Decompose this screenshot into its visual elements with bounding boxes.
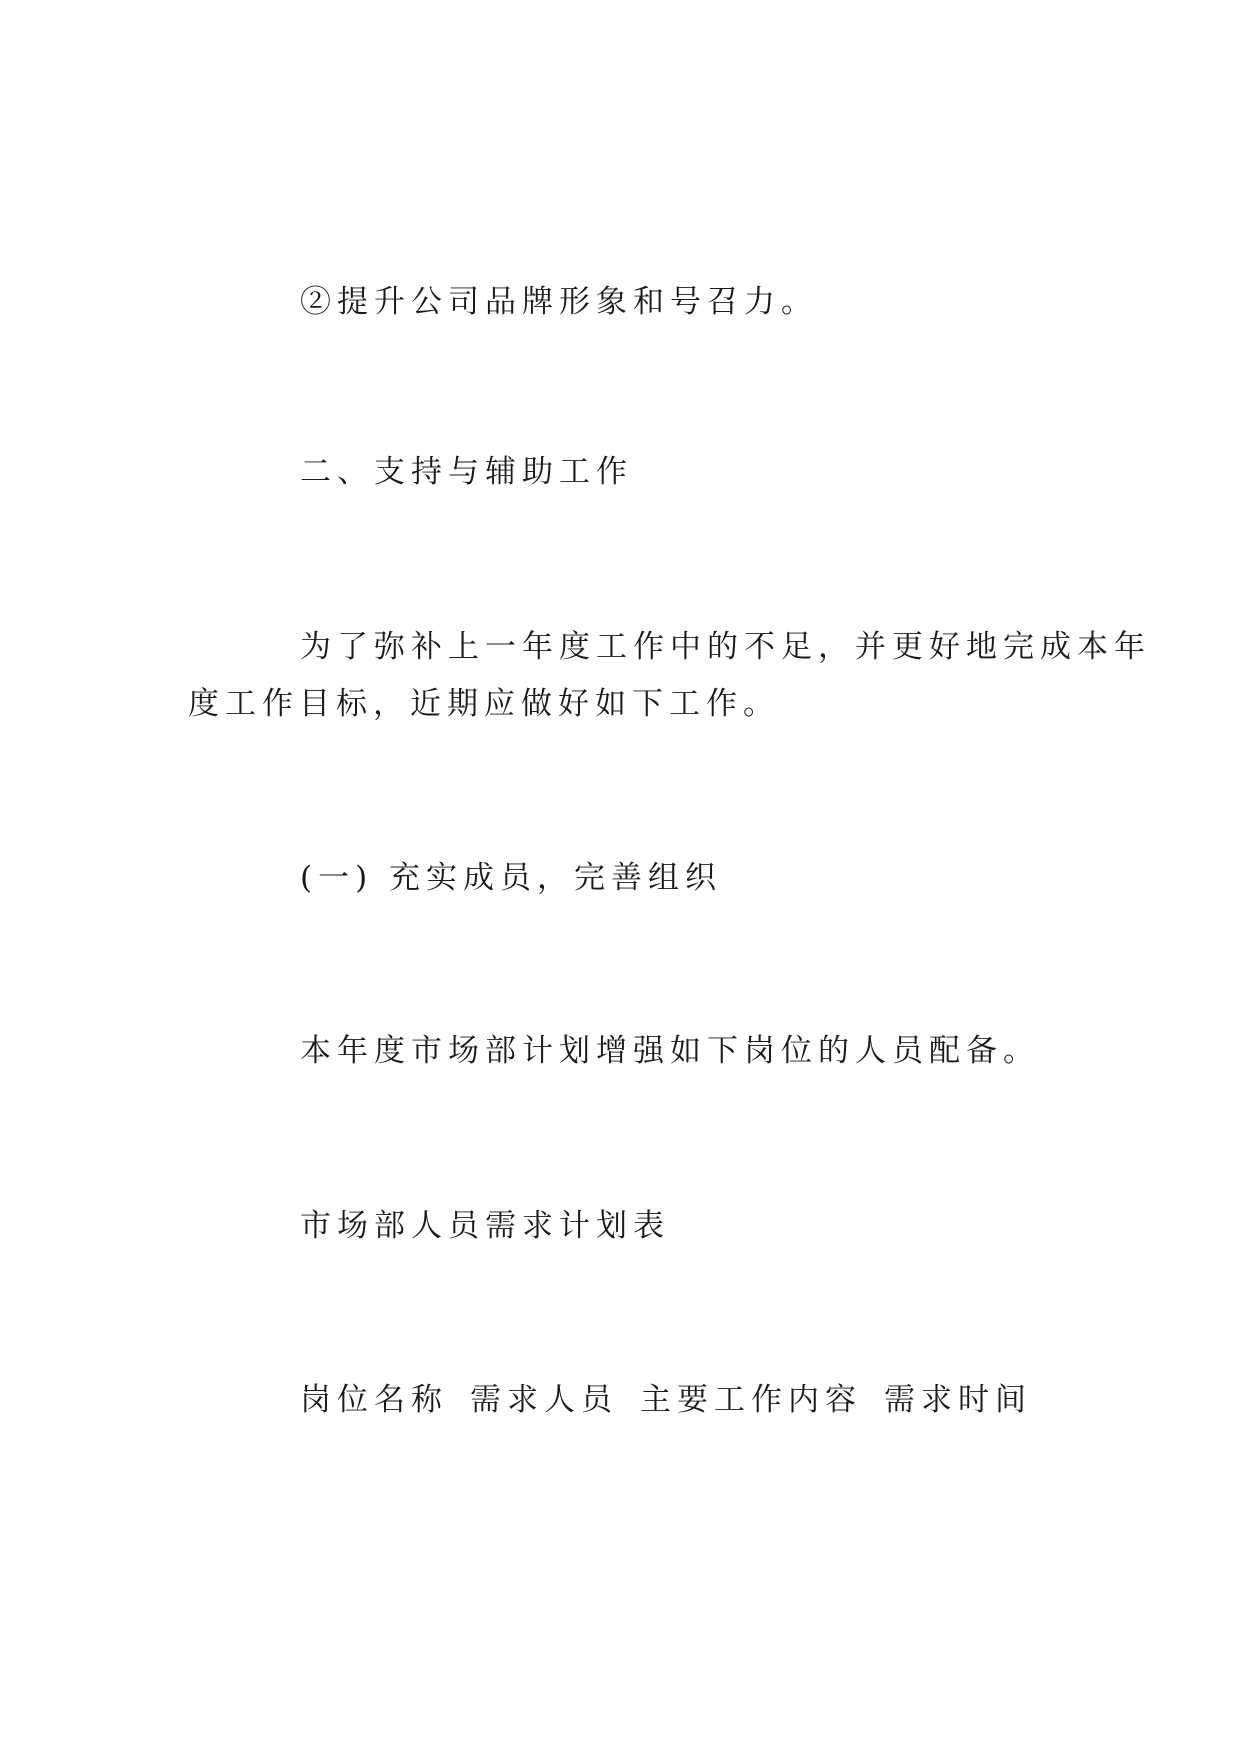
staffing-paragraph: 本年度市场部计划增强如下岗位的人员配备。 bbox=[300, 1033, 1040, 1069]
subsection-heading: (一) 充实成员，完善组织 bbox=[300, 860, 723, 896]
table-title: 市场部人员需求计划表 bbox=[300, 1208, 670, 1244]
table-header-main-duties: 主要工作内容 bbox=[640, 1382, 862, 1418]
intro-paragraph-line-1: 为了弥补上一年度工作中的不足，并更好地完成本年 bbox=[300, 629, 1151, 665]
table-header-row bbox=[300, 1380, 1032, 1420]
intro-paragraph-line-2: 度工作目标，近期应做好如下工作。 bbox=[188, 686, 780, 722]
list-item-2: ②提升公司品牌形象和号召力。 bbox=[300, 284, 818, 320]
section-heading: 二、支持与辅助工作 bbox=[300, 454, 633, 490]
table-header-required-staff: 需求人员 bbox=[470, 1382, 618, 1418]
table-header-position-name: 岗位名称 bbox=[300, 1382, 448, 1418]
table-header-required-time: 需求时间 bbox=[884, 1382, 1032, 1418]
